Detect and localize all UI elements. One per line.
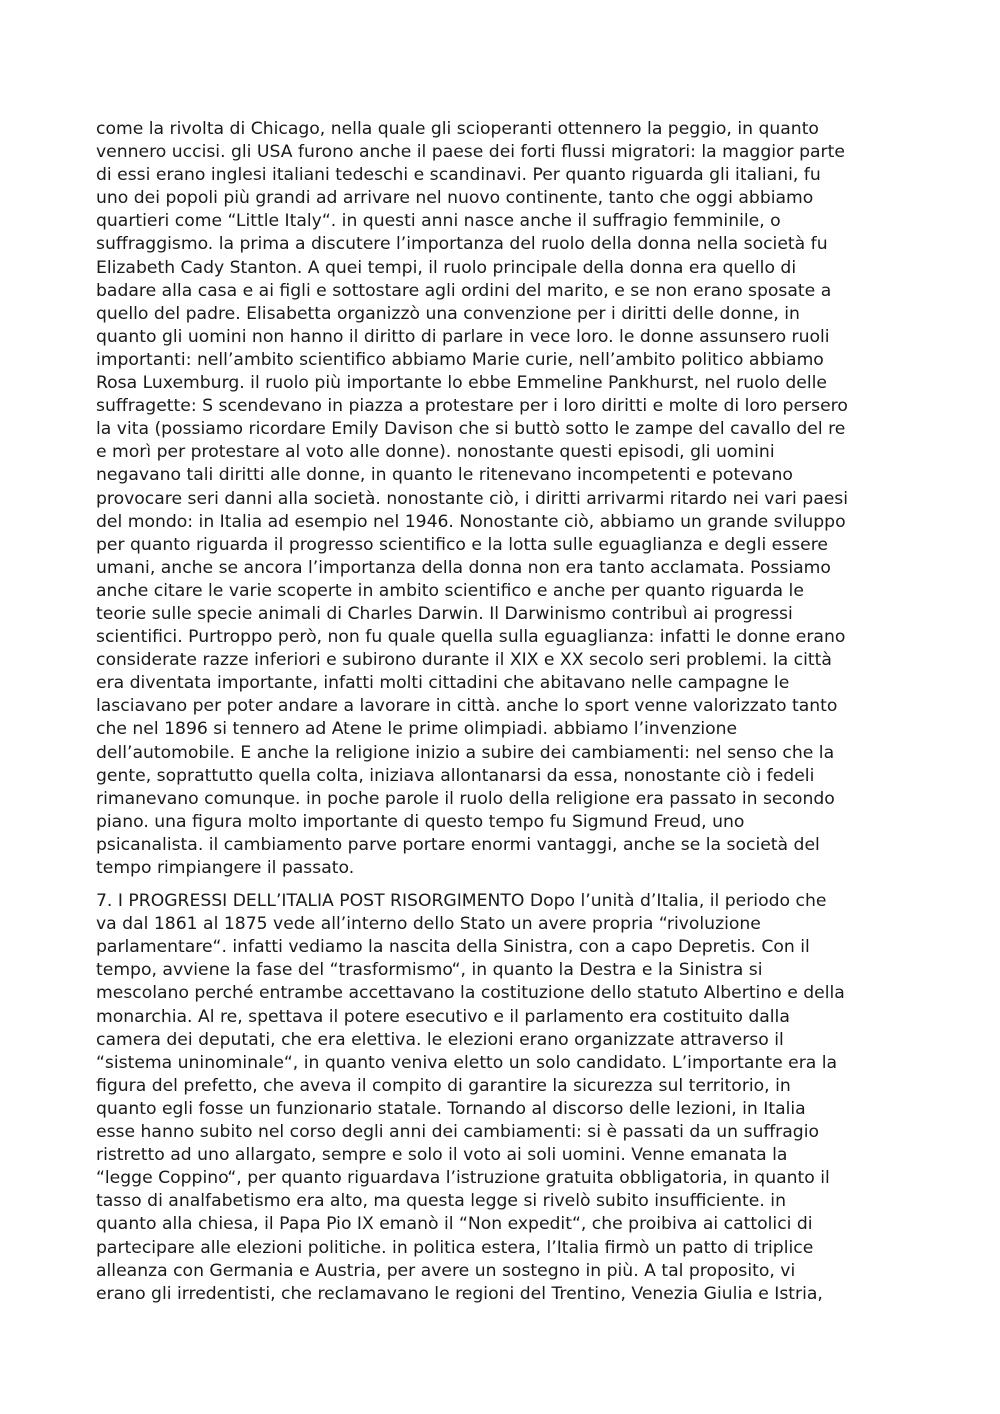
- text-line: rimanevano comunque. in poche parole il ruolo della religione era passato in secondo: [96, 788, 835, 809]
- text-line: suffragette: S scendevano in piazza a protestare per i loro diritti e molte di loro persero: [96, 396, 848, 417]
- text-line: monarchia. Al re, spettava il potere esecutivo e il parlamento era costituito dalla: [96, 1006, 790, 1027]
- text-line: tempo, avviene la fase del “trasformismo“, in quanto la Destra e la Sinistra si: [96, 960, 763, 981]
- text-line: teorie sulle specie animali di Charles Darwin. Il Darwinismo contribuì ai progressi: [96, 603, 793, 624]
- text-line: partecipare alle elezioni politiche. in politica estera, l’Italia firmò un patto di triplice: [96, 1237, 814, 1258]
- text-line: negavano tali diritti alle donne, in quanto le ritenevano incompetenti e potevano: [96, 465, 793, 486]
- text-line: camera dei deputati, che era elettiva. le elezioni erano organizzate attraverso il: [96, 1029, 784, 1050]
- text-line: quartieri come “Little Italy“. in questi anni nasce anche il suffragio femminile, o: [96, 211, 781, 232]
- text-line: suffraggismo. la prima a discutere l’importanza del ruolo della donna nella società fu: [96, 234, 828, 255]
- text-line: quello del padre. Elisabetta organizzò una convenzione per i diritti delle donne, in: [96, 303, 800, 324]
- text-line: come la rivolta di Chicago, nella quale gli scioperanti ottennero la peggio, in quanto: [96, 119, 819, 139]
- text-line: che nel 1896 si tennero ad Atene le prime olimpiadi. abbiamo l’invenzione: [96, 719, 738, 740]
- text-line: anche citare le varie scoperte in ambito scientifico e anche per quanto riguarda le: [96, 580, 804, 601]
- text-line: Rosa Luxemburg. il ruolo più importante lo ebbe Emmeline Pankhurst, nel ruolo delle: [96, 373, 827, 394]
- text-line: Elizabeth Cady Stanton. A quei tempi, il ruolo principale della donna era quello di: [96, 257, 797, 278]
- paragraph-chicago-suffragism-progress: [96, 118, 904, 880]
- text-line: per quanto riguarda il progresso scientifico e la lotta sulle eguaglianza e degli essere: [96, 534, 829, 555]
- text-line: e morì per protestare al voto alle donne). nonostante questi episodi, gli uomini: [96, 442, 775, 463]
- text-line: “legge Coppino“, per quanto riguardava l’istruzione gratuita obbligatoria, in quanto il: [96, 1168, 830, 1189]
- text-line: va dal 1861 al 1875 vede all’interno dello Stato un avere propria “rivoluzione: [96, 914, 761, 935]
- text-line: psicanalista. il cambiamento parve portare enormi vantaggi, anche se la società del: [96, 834, 820, 855]
- text-line: ristretto ad uno allargato, sempre e solo il voto ai soli uomini. Venne emanata la: [96, 1145, 788, 1166]
- text-line: del mondo: in Italia ad esempio nel 1946. Nonostante ciò, abbiamo un grande sviluppo: [96, 511, 846, 532]
- paragraph-italy-post-risorgimento: [96, 890, 904, 1306]
- text-line: quanto egli fosse un funzionario statale. Tornando al discorso delle lezioni, in Italia: [96, 1098, 806, 1119]
- text-line: provocare seri danni alla società. nonostante ciò, i diritti arrivarmi ritardo nei vari paesi: [96, 488, 849, 509]
- text-line: esse hanno subito nel corso degli anni dei cambiamenti: si è passati da un suffragio: [96, 1122, 819, 1143]
- text-line: mescolano perché entrambe accettavano la costituzione dello statuto Albertino e della: [96, 983, 845, 1004]
- text-line: gente, soprattutto quella colta, iniziava allontanarsi da essa, nonostante ciò i fedeli: [96, 765, 815, 786]
- text-line: la vita (possiamo ricordare Emily Davison che si buttò sotto le zampe del cavallo del re: [96, 419, 846, 440]
- text-line: dell’automobile. E anche la religione inizio a subire dei cambiamenti: nel senso che la: [96, 742, 835, 763]
- text-line: erano gli irredentisti, che reclamavano le regioni del Trentino, Venezia Giulia e Istria,: [96, 1283, 823, 1304]
- text-line: umani, anche se ancora l’importanza della donna non era tanto acclamata. Possiamo: [96, 557, 831, 578]
- text-line: vennero uccisi. gli USA furono anche il paese dei forti flussi migratori: la maggior parte: [96, 142, 845, 163]
- text-line: tempo rimpiangere il passato.: [96, 858, 355, 878]
- text-line: quanto gli uomini non hanno il diritto di parlare in vece loro. le donne assunsero ruoli: [96, 326, 830, 347]
- text-line: alleanza con Germania e Austria, per avere un sostegno in più. A tal proposito, vi: [96, 1260, 796, 1281]
- text-line: uno dei popoli più grandi ad arrivare nel nuovo continente, tanto che oggi abbiamo: [96, 188, 814, 209]
- text-line: “sistema uninominale“, in quanto veniva eletto un solo candidato. L’importante era la: [96, 1052, 838, 1073]
- text-line: lasciavano per poter andare a lavorare in città. anche lo sport venne valorizzato tanto: [96, 696, 838, 717]
- text-line: importanti: nell’ambito scientifico abbiamo Marie curie, nell’ambito politico abbiamo: [96, 349, 824, 370]
- text-line: era diventata importante, infatti molti cittadini che abitavano nelle campagne le: [96, 673, 790, 694]
- text-line: considerate razze inferiori e subirono durante il XIX e XX secolo seri problemi. la città: [96, 650, 832, 671]
- text-line: quanto alla chiesa, il Papa Pio IX emanò il “Non expedit“, che proibiva ai cattolici di: [96, 1214, 813, 1235]
- text-line: di essi erano inglesi italiani tedeschi e scandinavi. Per quanto riguarda gli italiani, fu: [96, 165, 821, 186]
- text-line: tasso di analfabetismo era alto, ma questa legge si rivelò subito insufficiente. in: [96, 1191, 786, 1212]
- document-page: [96, 118, 904, 1306]
- text-line: figura del prefetto, che aveva il compito di garantire la sicurezza sul territorio, in: [96, 1075, 791, 1096]
- text-line: badare alla casa e ai figli e sottostare agli ordini del marito, e se non erano sposate a: [96, 280, 832, 301]
- text-line: 7. I PROGRESSI DELL’ITALIA POST RISORGIMENTO Dopo l’unità d’Italia, il periodo che: [96, 891, 827, 912]
- text-line: piano. una figura molto importante di questo tempo fu Sigmund Freud, uno: [96, 811, 745, 832]
- text-line: parlamentare“. infatti vediamo la nascita della Sinistra, con a capo Depretis. Con il: [96, 937, 810, 958]
- text-line: scientifici. Purtroppo però, non fu quale quella sulla eguaglianza: infatti le donne erano: [96, 627, 846, 648]
